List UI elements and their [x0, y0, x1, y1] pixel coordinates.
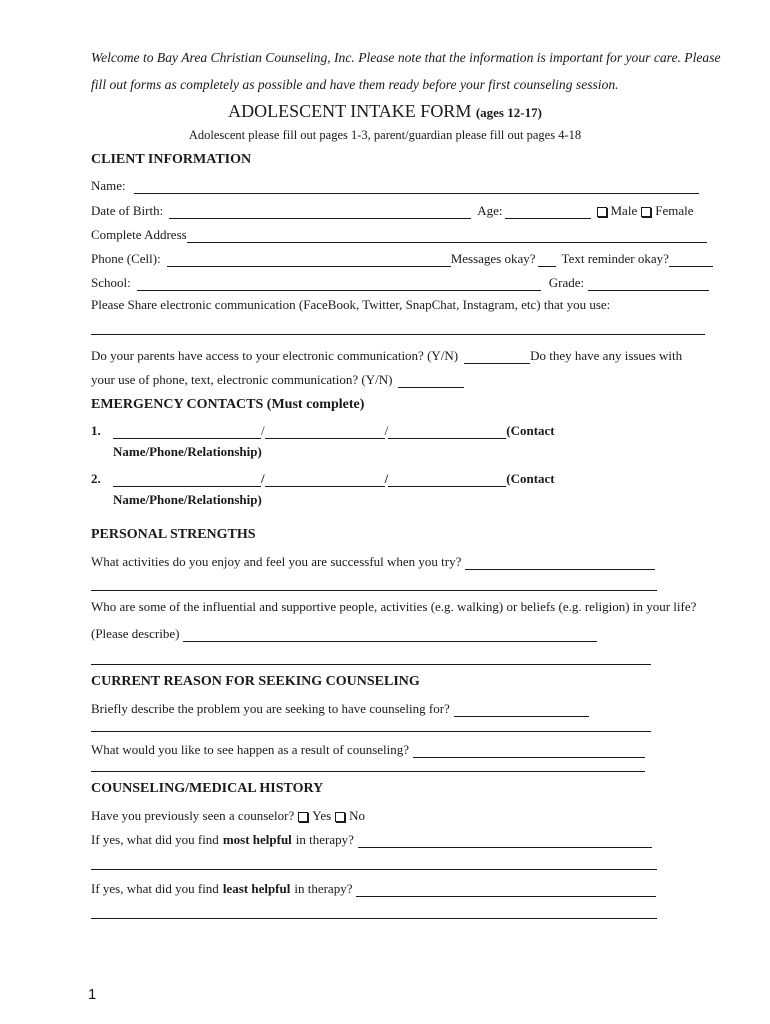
parents-access-field[interactable]	[464, 349, 530, 364]
form-title-main: ADOLESCENT INTAKE FORM	[228, 101, 472, 121]
no-label: No	[349, 808, 366, 823]
yes-checkbox[interactable]	[298, 812, 308, 822]
text-reminder-field[interactable]	[669, 252, 713, 267]
strengths-q1-row	[91, 550, 657, 570]
grade-label: Grade:	[548, 275, 585, 290]
contact-2-number: 2.	[91, 471, 101, 486]
contact-2-continuation: Name/Phone/Relationship)	[113, 492, 262, 507]
reason-q1-label: Briefly describe the problem you are seeking to have counseling for?	[91, 701, 450, 716]
reason-q2-label: What would you like to see happen as a result of counseling?	[91, 742, 410, 757]
contact-2-slash-2: /	[384, 471, 389, 486]
contact-1-slash-1: /	[261, 423, 265, 438]
yes-label: Yes	[312, 808, 332, 823]
male-label: Male	[610, 203, 638, 218]
contact-2-phone-field[interactable]	[265, 472, 385, 487]
phone-label: Phone (Cell):	[91, 251, 161, 266]
school-label: School:	[91, 275, 131, 290]
history-q1-label: Have you previously seen a counselor?	[91, 808, 295, 823]
emergency-contact-1	[91, 419, 571, 439]
contact-1-name-field[interactable]	[113, 424, 261, 439]
reason-heading: CURRENT REASON FOR SEEKING COUNSELING	[91, 674, 420, 689]
parents-access-label: Do your parents have access to your electronic communication? (Y/N)	[91, 348, 459, 363]
page-number: 1	[88, 986, 97, 1003]
address-field[interactable]	[187, 228, 707, 243]
least-helpful-field-2[interactable]	[91, 917, 657, 919]
most-helpful-post: in therapy?	[295, 832, 354, 847]
school-field[interactable]	[137, 276, 541, 291]
name-field[interactable]	[134, 179, 699, 194]
contact-2-suffix: (Contact	[506, 471, 555, 486]
contact-1-relationship-field[interactable]	[388, 424, 506, 439]
contact-2-relationship-field[interactable]	[388, 472, 506, 487]
emergency-contact-2	[91, 467, 571, 487]
reason-q2-field-2[interactable]	[91, 770, 645, 772]
dob-field[interactable]	[169, 204, 471, 219]
reason-q2-field[interactable]	[413, 743, 645, 758]
text-reminder-label: Text reminder okay?	[561, 251, 669, 266]
least-helpful-field[interactable]	[356, 882, 656, 897]
issues-field[interactable]	[398, 373, 464, 388]
strengths-q1-field-2[interactable]	[91, 589, 657, 591]
strengths-q1-label: What activities do you enjoy and feel you are successful when you try?	[91, 554, 462, 569]
emergency-heading: EMERGENCY CONTACTS (Must complete)	[91, 397, 365, 412]
messages-ok-field[interactable]	[538, 252, 556, 267]
contact-1-number: 1.	[91, 423, 101, 438]
strengths-q2-label: Who are some of the influential and supportive people, activities (e.g. walking) or beliefs (e.g. religion) in your life?	[91, 599, 697, 614]
phone-row	[91, 247, 715, 267]
contact-1-suffix: (Contact	[506, 423, 555, 438]
form-title	[0, 101, 770, 122]
school-row	[91, 271, 711, 291]
reason-q1-field-2[interactable]	[91, 730, 651, 732]
grade-field[interactable]	[588, 276, 709, 291]
least-helpful-row	[91, 877, 658, 897]
contact-2-slash-1: /	[261, 471, 265, 486]
male-checkbox[interactable]	[597, 207, 607, 217]
dob-row	[91, 199, 701, 219]
no-checkbox[interactable]	[335, 812, 345, 822]
reason-q2-row	[91, 738, 647, 758]
electronic-comm-label: Please Share electronic communication (FaceBook, Twitter, SnapChat, Instagram, etc) that you use:	[91, 297, 611, 312]
most-helpful-bold: most helpful	[222, 832, 292, 847]
issues-label-cont: your use of phone, text, electronic communication? (Y/N)	[91, 372, 393, 387]
strengths-q2-row	[91, 622, 599, 642]
history-q1-row	[91, 804, 491, 824]
contact-1-phone-field[interactable]	[265, 424, 385, 439]
most-helpful-field[interactable]	[358, 833, 652, 848]
history-heading: COUNSELING/MEDICAL HISTORY	[91, 781, 324, 796]
client-info-heading: CLIENT INFORMATION	[91, 152, 252, 167]
welcome-intro: Welcome to Bay Area Christian Counseling, Inc. Please note that the information is important for your care. Please fill out forms as completely as possible and have them ready before your first counseling session.	[91, 50, 721, 92]
parents-access-row	[91, 344, 705, 364]
most-helpful-row	[91, 828, 654, 848]
issues-row	[91, 368, 491, 388]
female-checkbox[interactable]	[641, 207, 651, 217]
form-title-ages: (ages 12-17)	[475, 105, 542, 120]
name-row	[91, 174, 701, 194]
strengths-q2-field[interactable]	[183, 627, 597, 642]
dob-label: Date of Birth:	[91, 203, 164, 218]
most-helpful-pre: If yes, what did you find	[91, 832, 219, 847]
age-field[interactable]	[505, 204, 591, 219]
least-helpful-pre: If yes, what did you find	[91, 881, 219, 896]
female-label: Female	[655, 203, 694, 218]
strengths-q1-field[interactable]	[465, 555, 655, 570]
address-label: Complete Address	[91, 227, 187, 242]
form-instructions: Adolescent please fill out pages 1-3, parent/guardian please fill out pages 4-18	[188, 128, 582, 142]
reason-q1-field[interactable]	[454, 702, 589, 717]
strengths-q2-describe-label: (Please describe)	[91, 626, 180, 641]
address-row	[91, 223, 709, 243]
strengths-q2-field-2[interactable]	[91, 663, 651, 665]
most-helpful-field-2[interactable]	[91, 868, 657, 870]
contact-1-slash-2: /	[384, 423, 389, 438]
contact-2-name-field[interactable]	[113, 472, 261, 487]
issues-label: Do they have any issues with	[530, 348, 683, 363]
strengths-heading: PERSONAL STRENGTHS	[91, 527, 256, 542]
least-helpful-bold: least helpful	[222, 881, 291, 896]
phone-field[interactable]	[167, 252, 451, 267]
name-label: Name:	[91, 178, 126, 193]
contact-1-continuation: Name/Phone/Relationship)	[113, 444, 262, 459]
messages-ok-label: Messages okay?	[450, 251, 536, 266]
electronic-comm-field[interactable]	[91, 333, 705, 335]
least-helpful-post: in therapy?	[294, 881, 353, 896]
reason-q1-row	[91, 697, 591, 717]
age-label: Age:	[477, 203, 503, 218]
